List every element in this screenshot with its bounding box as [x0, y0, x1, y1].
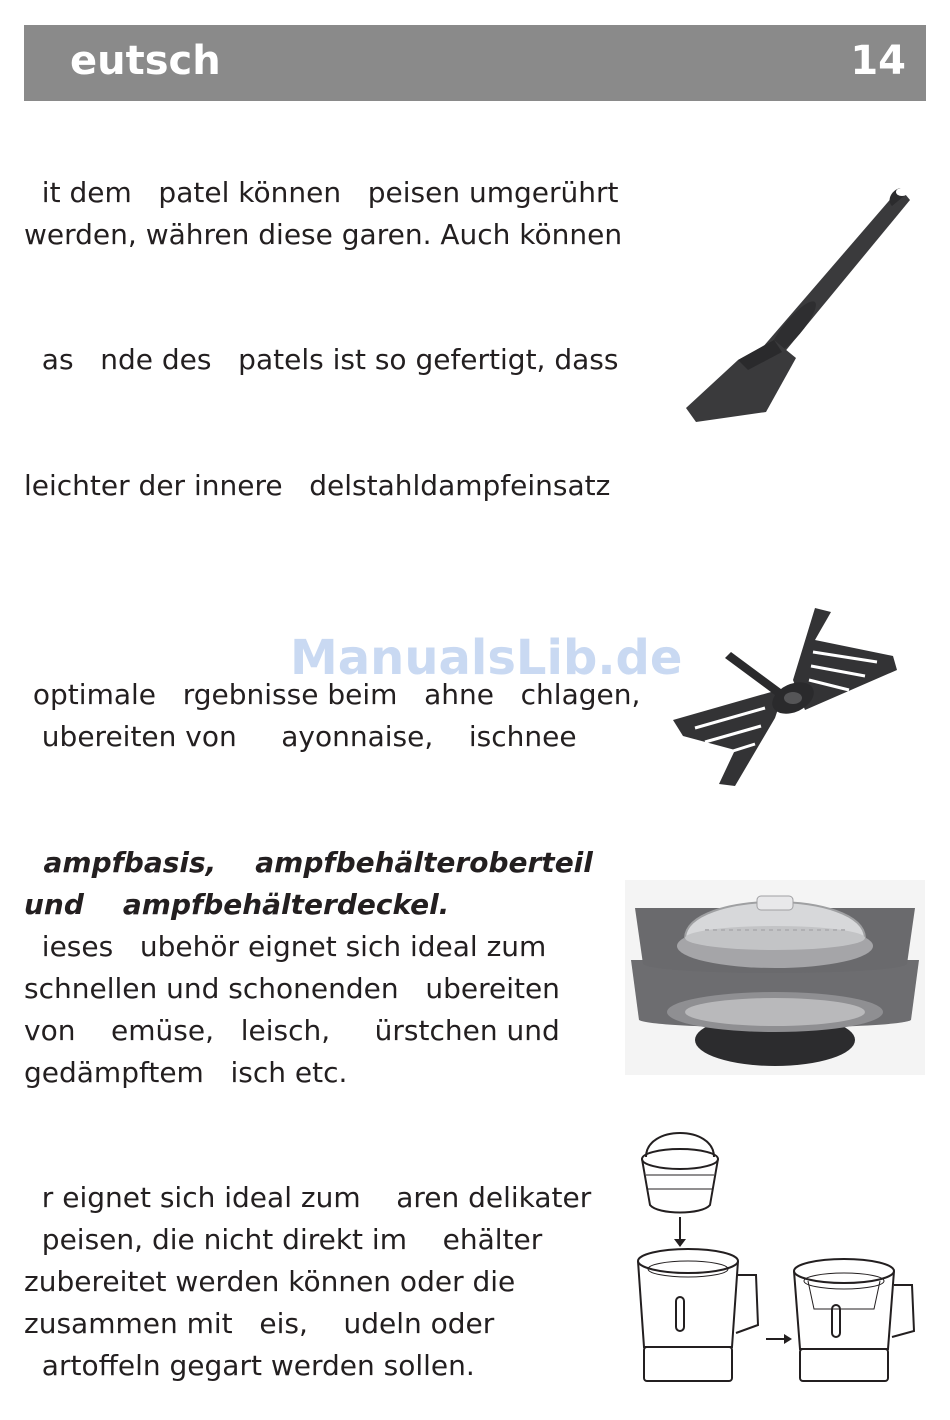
page-number: 14 — [850, 38, 906, 84]
whisk-text-line: optimale rgebnisse beim ahne chlagen, — [24, 678, 641, 711]
steamer-heading-line: und ampfbehälterdeckel. — [24, 888, 450, 921]
spatula-text-line: werden, währen diese garen. Auch können — [24, 218, 623, 251]
spatula-text-line: it dem patel können peisen umgerührt — [24, 176, 619, 209]
basket-insertion-illustration — [628, 1125, 928, 1395]
steamer-text-line: von emüse, leisch, ürstchen und — [24, 1014, 560, 1047]
basket-text-line: peisen, die nicht direkt im ehälter — [24, 1223, 543, 1256]
whisk-text-line: ubereiten von ayonnaise, ischnee — [24, 720, 577, 753]
spatula-text-line: as nde des patels ist so gefertigt, dass — [24, 343, 619, 376]
basket-text-line: r eignet sich ideal zum aren delikater — [24, 1181, 592, 1214]
basket-text-line: zubereitet werden können oder die — [24, 1265, 516, 1298]
page-header — [24, 25, 926, 101]
watermark: ManualsLib.de — [290, 630, 683, 686]
steamer-illustration — [625, 880, 925, 1075]
steamer-text-line: ieses ubehör eignet sich ideal zum — [24, 930, 547, 963]
steamer-heading-line: ampfbasis, ampfbehälteroberteil — [24, 846, 593, 879]
steamer-text-line: schnellen und schonenden ubereiten — [24, 972, 560, 1005]
basket-text-line: zusammen mit eis, udeln oder — [24, 1307, 495, 1340]
steamer-text-line: gedämpftem isch etc. — [24, 1056, 348, 1089]
whisk-illustration — [665, 600, 905, 800]
spatula-text-line: leichter der innere delstahldampfeinsatz — [24, 469, 611, 502]
basket-text-line: artoffeln gegart werden sollen. — [24, 1349, 475, 1382]
language-title: eutsch — [70, 38, 221, 84]
spatula-illustration — [678, 180, 918, 430]
